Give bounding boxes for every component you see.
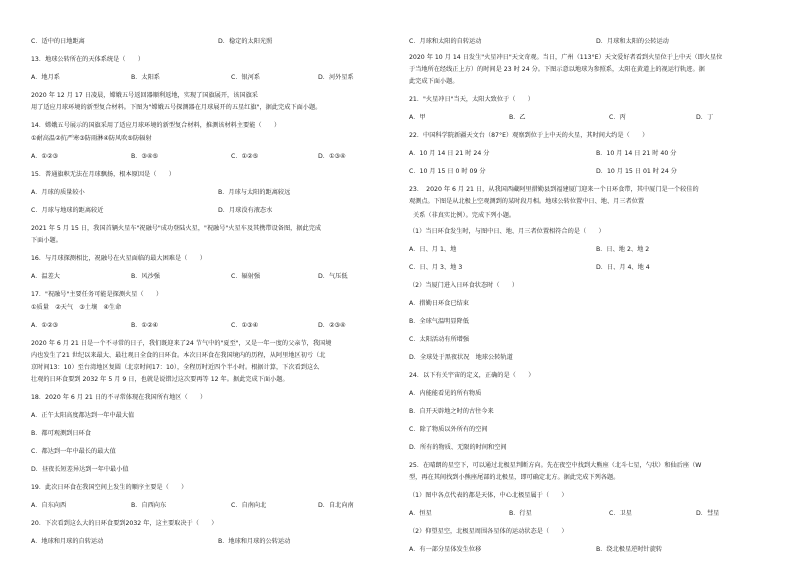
text-segment: A．有一部分星体发生位移 [409, 546, 482, 553]
text-segment: A．①②③ [31, 153, 59, 160]
text-segment: B．自西向东 [131, 502, 167, 509]
text-segment: ①耐高温②抗严寒③防雨淋④防风吹⑤防辐射 [31, 135, 152, 142]
text-segment: 2020 年 6 月 21 日是一个不寻常的日子，我们既迎来了24 节气中的"夏至"，又是一年一度的父亲节，我国境 [31, 340, 332, 347]
text-segment: B．行星 [509, 510, 532, 517]
text-segment: A．地月系 [31, 74, 60, 81]
text-segment: A．月球的质量较小 [31, 189, 85, 196]
text-segment: C．日、月 3、地 3 [409, 264, 463, 271]
text-segment: 用了适应月球环境的新型复合材料。下图为"嫦娥五号探测器在月球展开的五星红旗"，据此完成下面小题。 [31, 104, 322, 111]
text-segment: 京时间13：10）至台湾地区复圆（北京时间17：10），全程历时近四个半小时。根据计算，下次看到这么 [31, 364, 320, 371]
text-segment: D．②③④ [318, 322, 346, 329]
text-segment: A．10 月 14 日 21 时 24 分 [409, 150, 490, 157]
text-segment: 13．地球公转所在的天体系统是（ ） [31, 56, 145, 63]
text-segment: B．太阳系 [131, 74, 160, 81]
text-segment: 18．2020 年 6 月 21 日的不寻常体现在我国所有地区（ ） [31, 394, 207, 401]
text-segment: 14．嫦娥五号展示的国旗采用了适应月球环境的新型复合材料，推测该材料主要能（ ） [31, 122, 281, 129]
text-segment: A．①②③ [31, 322, 59, 329]
text-segment: A．恒星 [409, 510, 432, 517]
text-segment: （1）图中各点代表的都是天体，中心北极星属于（ ） [409, 492, 568, 499]
text-segment: D．丁 [696, 114, 714, 121]
text-segment: C．月球和太阳的自转运动 [409, 38, 482, 45]
text-segment: C．都达到一年中最长的最大值 [31, 448, 116, 455]
text-segment: ①质量 ②天气 ③土壤 ④生命 [31, 304, 122, 311]
text-segment: 25．在晴朗的星空下，可以通过北极星判断方向。先在夜空中找到大熊座（北斗七星，勺状）和仙后座（W [409, 462, 702, 469]
text-segment: D．昼夜长短差异达到一年中最小值 [31, 466, 129, 473]
text-segment: 观测点。下图是从北极上空观测到的某时段月相。地球公转位置中日、地、月三者位置 [409, 198, 645, 205]
text-segment: D．自北向南 [318, 502, 354, 509]
text-segment: B．日、地 2、地 2 [596, 246, 650, 253]
text-segment: 此完成下面小题。 [409, 78, 459, 85]
text-segment: C．月球与地球的距离较近 [31, 207, 104, 214]
text-segment: 于当地所在经线正上方）的时间是 23 时 24 分。下图示意以地球为参照系，太阳在黄道上的视运行轨迹。据 [409, 66, 705, 73]
text-segment: D．所有的物质、无限的时间和空间 [409, 444, 507, 451]
text-segment: A．措勤日环食已结束 [409, 300, 469, 307]
text-segment: 型，再在其间找到小熊座尾部的北极星，即可确定北方。据此完成下列各题。 [409, 474, 620, 481]
text-segment: D．月球和太阳的公转运动 [596, 38, 669, 45]
text-segment: A．日、月 1、地 [409, 246, 457, 253]
text-segment: B．风沙强 [131, 273, 160, 280]
text-segment: B．月球与太阳的距离较远 [218, 189, 291, 196]
text-segment: B．10 月 14 日 21 时 40 分 [596, 150, 677, 157]
text-segment: 2021 年 5 月 15 日，我国首辆火星车"祝融号"成功登陆火星，"祝融号"火星车及其携带设备图，据此完成 [31, 225, 322, 232]
text-segment: C．自南向北 [231, 502, 267, 509]
text-segment: D．彗星 [696, 510, 720, 517]
text-segment: 24．以下有关宇宙的定义，正确的是（ ） [409, 372, 535, 379]
text-segment: 23． 2020 年 6 月 21 日，从我国西藏阿里措勤县到福建厦门迎来一个日环食带，其中厦门是一个较佳的 [409, 186, 699, 193]
text-segment: B．地球和月球的公转运动 [218, 538, 291, 545]
text-segment: C．10 月 15 日 0 时 09 分 [409, 168, 486, 175]
text-segment: B．绕北极星逆时针旋转 [596, 546, 663, 553]
text-segment: D．10 月 15 日 01 时 24 分 [596, 168, 677, 175]
text-segment: 2020 年 12 月 17 日凌晨，嫦娥五号返回器顺利返地，实现了国旗展开，该国旗采 [31, 92, 258, 99]
text-segment: C．①③④ [231, 322, 259, 329]
text-segment: （1）当日环食发生时，与图中日、地、月三者位置相符合的是（ ） [409, 228, 605, 235]
text-segment: 17．"祝融号"主要任务可能是探测火星（ ） [31, 291, 163, 298]
text-segment: A．甲 [409, 114, 426, 121]
text-segment: B．乙 [509, 114, 526, 121]
text-segment: C．太阳活动有所增强 [409, 336, 470, 343]
text-segment: 21．"火星冲日"当天，太阳大致位于（ ） [409, 96, 534, 103]
text-segment: 15．普通旗帜无法在月球飘扬，根本原因是（ ） [31, 171, 175, 178]
text-segment: B．全球气温明显降低 [409, 318, 469, 325]
text-segment: D．河外星系 [318, 74, 354, 81]
text-segment: D．稳定的太阳光照 [218, 38, 273, 45]
text-segment: D．气压低 [318, 273, 348, 280]
text-segment: 内也发生了21 世纪以来最大、最壮观日全食的日环食。本次日环食在我国境内的历程，从阿里地区初亏（北 [31, 352, 326, 359]
text-segment: A．地球和月球的自转运动 [31, 538, 104, 545]
text-segment: 20．下次看到这么大的日环食要到2032 年，这主要取决于（ ） [31, 520, 218, 527]
text-segment: 2020 年 10 月 14 日发生"火星冲日"天文奇观。当日，广州（113°E）天文爱好者看到火星位于上中天（即火星位 [409, 54, 723, 61]
text-segment: C．①②⑤ [231, 153, 259, 160]
text-segment: A．正午太阳高度都达到一年中最大值 [31, 412, 135, 419]
text-segment: A．自东向西 [31, 502, 67, 509]
text-segment: C．适中的日地距离 [31, 38, 85, 45]
text-segment: 下面小题。 [31, 237, 62, 244]
text-segment: A．温差大 [31, 273, 60, 280]
text-segment: 16．与月球探测相比，祝融号在火星面临的最大困难是（ ） [31, 255, 206, 262]
text-segment: D．月球没有液态水 [218, 207, 273, 214]
text-segment: （2）仰望星空，北极星周围各星体的运动状态是（ ） [409, 528, 568, 535]
text-segment: B．都可观测到日环食 [31, 430, 91, 437]
text-segment: A．内能能看见的所有物质 [409, 390, 482, 397]
text-segment: B．③④⑤ [131, 153, 159, 160]
text-segment: （2）当厦门进入日环食状态时（ ） [409, 282, 519, 289]
text-segment: B．①②④ [131, 322, 159, 329]
text-segment: C．除了物质以外所有的空间 [409, 426, 488, 433]
text-segment: C．辐射强 [231, 273, 261, 280]
text-segment: C．丙 [609, 114, 626, 121]
text-segment: D．全球处于黑夜状况 地球公转轨道 [409, 354, 513, 361]
text-segment: C．银河系 [231, 74, 261, 81]
text-segment: C．卫星 [609, 510, 632, 517]
text-segment: B．自开天辟地之时的古往今来 [409, 408, 494, 415]
text-segment: 19．此次日环食在我国空间上发生的顺序主要是（ ） [31, 484, 188, 491]
text-segment: 关系（非真实比例）。完成下列小题。 [413, 212, 516, 219]
text-segment: D．日、月 4、地 4 [596, 264, 650, 271]
text-segment: D．①③④ [318, 153, 346, 160]
text-segment: 壮观的日环食要到 2032 年 5 月 9 日，也就是说错过这次要再等 12 年。据此完成下面小题。 [31, 376, 289, 383]
text-segment: 22．中国科学院新疆天文台（87°E）观察到位于上中天的火星，其时间大约是（ ） [409, 132, 649, 139]
